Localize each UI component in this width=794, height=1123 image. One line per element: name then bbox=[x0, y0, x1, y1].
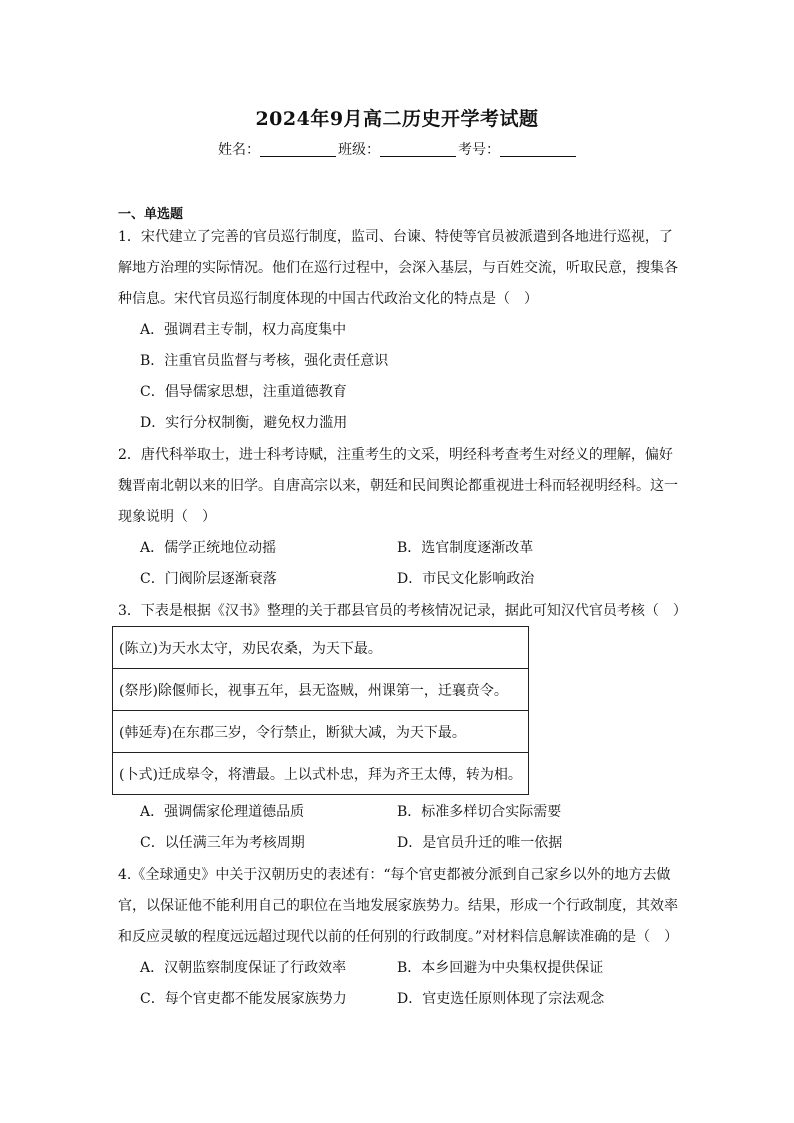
class-label: 班级： bbox=[338, 142, 380, 158]
question-2-option-d[interactable]: D．市民文化影响政治 bbox=[397, 571, 535, 587]
section-heading: 一、单选题 bbox=[118, 207, 184, 222]
table-row bbox=[113, 669, 529, 711]
question-2-option-b[interactable]: B．选官制度逐渐改革 bbox=[397, 540, 534, 556]
question-1-stem: 1．宋代建立了完善的官员巡行制度，监司、台谏、特使等官员被派遣到各地进行巡视，了解地方治理的实际情况。他们在巡行过程中，会深入基层，与百姓交流，听取民意，搜集各种信息。宋代官员巡行制度体现的中国古代政治文化的特点是（ ） bbox=[118, 229, 678, 307]
question-4-option-a[interactable]: A．汉朝监察制度保证了行政效率 bbox=[140, 960, 347, 976]
question-3-stem: 3．下表是根据《汉书》整理的关于郡县官员的考核情况记录，据此可知汉代官员考核（ ） bbox=[118, 603, 687, 619]
table-row bbox=[113, 627, 529, 669]
question-3-option-c[interactable]: C．以任满三年为考核周期 bbox=[140, 835, 305, 851]
table-cell: (卜式)迁成皋令，将漕最。上以式朴忠，拜为齐王太傅，转为相。 bbox=[113, 753, 529, 795]
class-blank[interactable] bbox=[380, 142, 456, 157]
question-1-option-c[interactable]: C．倡导儒家思想，注重道德教育 bbox=[140, 384, 347, 400]
question-2-option-c[interactable]: C．门阀阶层逐渐衰落 bbox=[140, 571, 277, 587]
table-cell: (韩延寿)在东郡三岁，令行禁止，断狱大减，为天下最。 bbox=[113, 711, 529, 753]
question-1-option-a[interactable]: A．强调君主专制，权力高度集中 bbox=[140, 322, 347, 338]
exam-number-blank[interactable] bbox=[500, 142, 576, 157]
question-3-option-b[interactable]: B．标准多样切合实际需要 bbox=[397, 804, 562, 820]
question-4-option-c[interactable]: C．每个官吏都不能发展家族势力 bbox=[140, 991, 347, 1007]
exam-title: 2024年9月高二历史开学考试题 bbox=[255, 108, 539, 130]
table-row bbox=[113, 753, 529, 795]
question-2-option-a[interactable]: A．儒学正统地位动摇 bbox=[140, 540, 277, 556]
question-2-stem: 2．唐代科举取士，进士科考诗赋，注重考生的文采，明经科考查考生对经义的理解，偏好魏晋南北朝以来的旧学。自唐高宗以来，朝廷和民间舆论都重视进士科而轻视明经科。这一现象说明（ ） bbox=[118, 447, 678, 525]
question-3-material-table bbox=[112, 626, 529, 795]
question-4-option-b[interactable]: B．本乡回避为中央集权提供保证 bbox=[397, 960, 604, 976]
question-1-option-b[interactable]: B．注重官员监督与考核，强化责任意识 bbox=[140, 353, 389, 369]
question-1-option-d[interactable]: D．实行分权制衡，避免权力滥用 bbox=[140, 415, 348, 431]
question-4-stem: 4.《全球通史》中关于汉朝历史的表述有：“每个官吏都被分派到自己家乡以外的地方去做官，以保证他不能利用自己的职位在当地发展家族势力。结果，形成一个行政制度，其效率和反应灵敏的程度远远超过现代以前的任何别的行政制度。”对材料信息解读准确的是（ ） bbox=[118, 867, 679, 945]
student-info-line bbox=[218, 139, 578, 159]
name-blank[interactable] bbox=[260, 142, 336, 157]
question-3-option-d[interactable]: D．是官员升迁的唯一依据 bbox=[397, 835, 563, 851]
name-label: 姓名： bbox=[218, 142, 260, 158]
table-row bbox=[113, 711, 529, 753]
question-3-option-a[interactable]: A．强调儒家伦理道德品质 bbox=[140, 804, 305, 820]
question-4-option-d[interactable]: D．官吏选任原则体现了宗法观念 bbox=[397, 991, 605, 1007]
table-cell: (陈立)为天水太守，劝民农桑，为天下最。 bbox=[113, 627, 529, 669]
exam-number-label: 考号： bbox=[458, 142, 500, 158]
table-cell: (祭彤)除偃师长，视事五年，县无盗贼，州课第一，迁襄贲令。 bbox=[113, 669, 529, 711]
